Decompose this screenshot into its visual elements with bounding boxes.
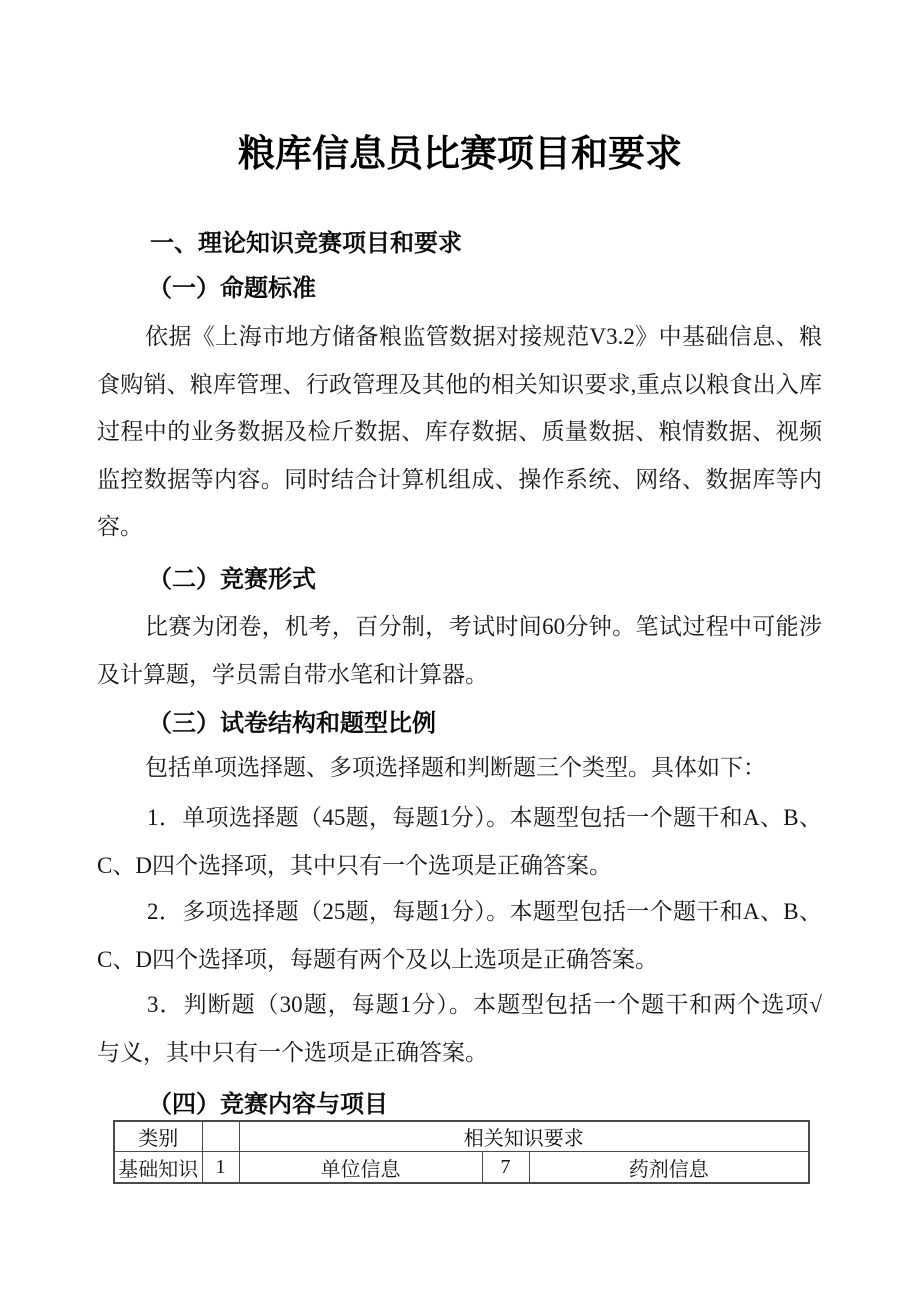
- table-cell-item-pharmacy-info: 药剂信息: [529, 1152, 809, 1184]
- table-cell-item-unit-info: 单位信息: [239, 1152, 482, 1184]
- text-line: 3．判断题（30题，每题1分）。本题型包括一个题干和两个选项√: [147, 992, 822, 1017]
- table-header-knowledge-requirements: 相关知识要求: [239, 1121, 809, 1152]
- text-line: 食购销、粮库管理、行政管理及其他的相关知识要求,重点以粮食出入库: [97, 371, 822, 397]
- subsection-heading-proposition-standard: （一）命题标准: [148, 276, 316, 302]
- text-line: 容。: [97, 514, 143, 539]
- subsection-heading-competition-format: （二）竞赛形式: [148, 567, 316, 593]
- text-line: 与义，其中只有一个选项是正确答案。: [97, 1039, 488, 1065]
- text-line: 1．单项选择题（45题，每题1分）。本题型包括一个题干和A、B、: [147, 805, 822, 830]
- paragraph-single-choice-item: [97, 794, 822, 889]
- paragraph-multi-choice-item: [97, 888, 822, 983]
- text-line: 依据《上海市地方储备粮监管数据对接规范V3.2》中基础信息、粮: [145, 324, 822, 349]
- competition-content-table: [113, 1120, 810, 1184]
- table-header-row: [114, 1121, 809, 1152]
- table-row: [114, 1152, 809, 1184]
- paragraph-competition-format: [97, 603, 822, 698]
- section-heading-theory-knowledge: 一、理论知识竞赛项目和要求: [150, 231, 462, 257]
- text-line: 比赛为闭卷，机考，百分制，考试时间60分钟。笔试过程中可能涉: [145, 614, 822, 639]
- text-line: 包括单项选择题、多项选择题和判断题三个类型。具体如下：: [145, 755, 766, 780]
- subsection-heading-paper-structure: （三）试卷结构和题型比例: [148, 711, 436, 737]
- text-line: C、D四个选择项，每题有两个及以上选项是正确答案。: [97, 946, 658, 972]
- table-header-spacer: [202, 1121, 239, 1152]
- text-line: 监控数据等内容。同时结合计算机组成、操作系统、网络、数据库等内: [97, 466, 822, 492]
- paragraph-proposition-standard: [97, 313, 822, 551]
- table-header-category: 类别: [114, 1121, 202, 1152]
- text-line: 2．多项选择题（25题，每题1分）。本题型包括一个题干和A、B、: [147, 899, 822, 924]
- document-title: 粮库信息员比赛项目和要求: [238, 133, 682, 174]
- paragraph-paper-structure-intro: [97, 744, 822, 792]
- text-line: C、D四个选择项，其中只有一个选项是正确答案。: [97, 852, 612, 878]
- paragraph-judgement-item: [97, 981, 822, 1076]
- table-cell-number-7: 7: [482, 1152, 529, 1184]
- subsection-heading-competition-content: （四）竞赛内容与项目: [148, 1092, 388, 1118]
- table-cell-category: 基础知识: [114, 1152, 202, 1184]
- text-line: 过程中的业务数据及检斤数据、库存数据、质量数据、粮情数据、视频: [97, 419, 822, 444]
- text-line: 及计算题，学员需自带水笔和计算器。: [97, 661, 488, 687]
- table-cell-number-1: 1: [202, 1152, 239, 1184]
